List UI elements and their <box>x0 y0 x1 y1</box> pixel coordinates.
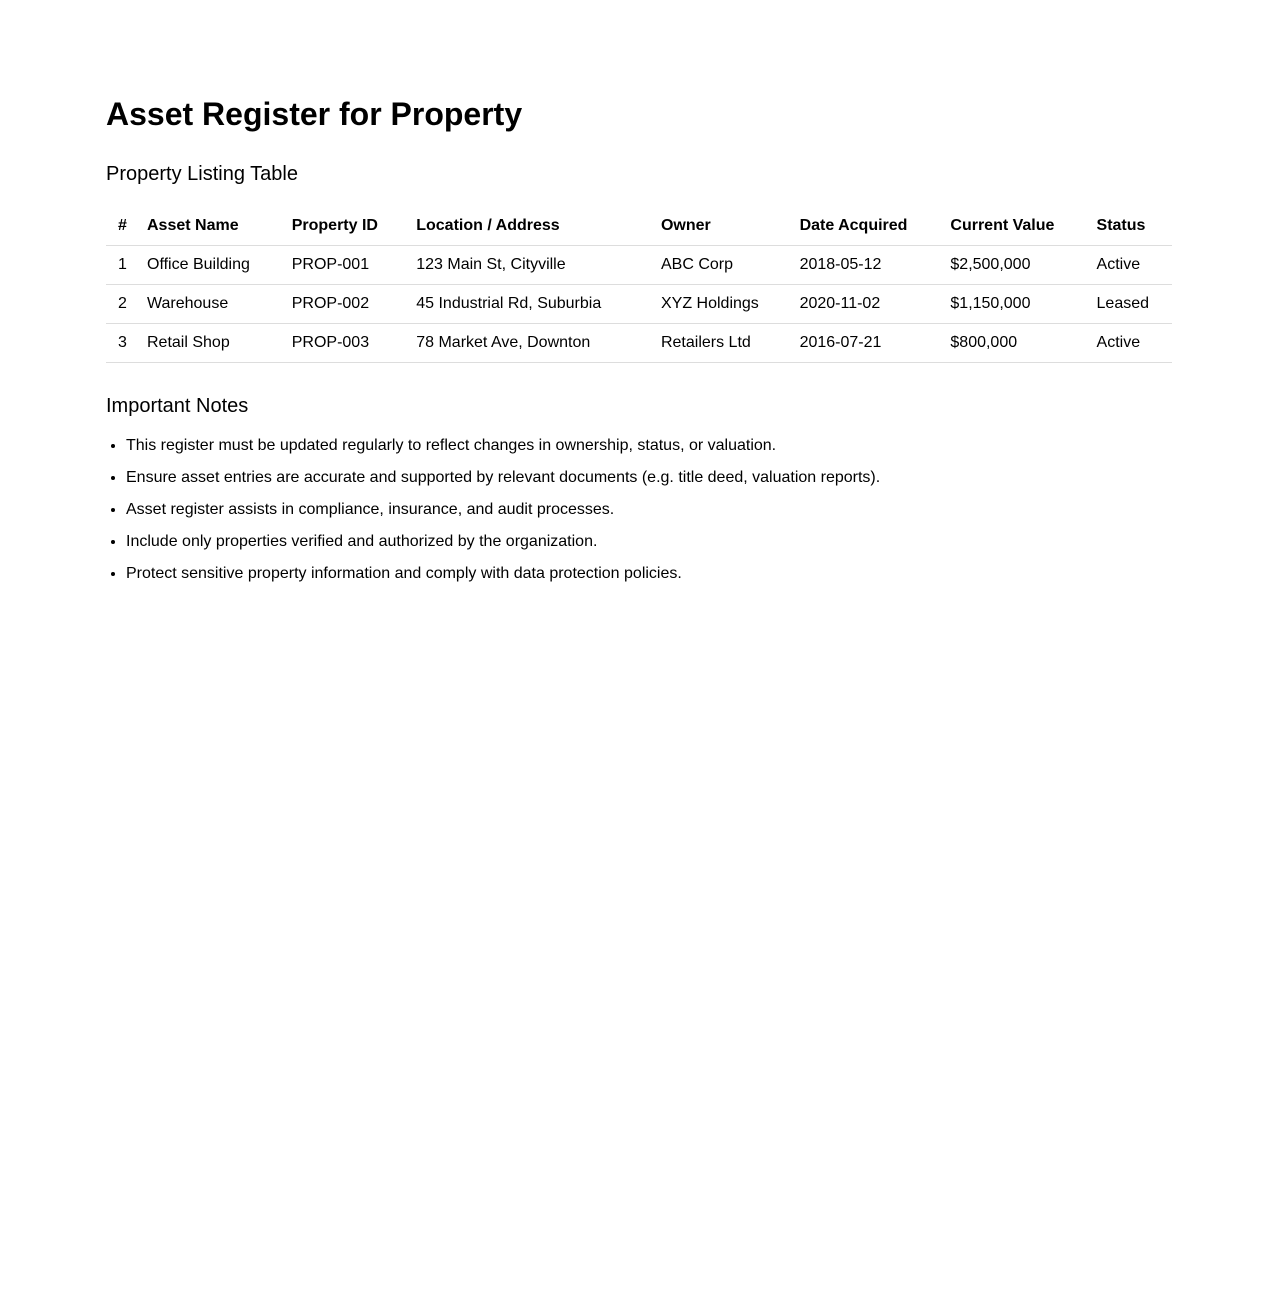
table-row <box>106 285 1172 324</box>
cell-number: 1 <box>106 246 139 285</box>
column-header-location: Location / Address <box>408 206 653 246</box>
list-item: • This register must be updated regularly to reflect changes in ownership, status, or valuation. <box>126 436 1172 456</box>
column-header-status: Status <box>1089 206 1172 246</box>
cell-current-value: $2,500,000 <box>942 246 1088 285</box>
cell-owner: Retailers Ltd <box>653 324 792 363</box>
property-listing-table <box>106 206 1172 363</box>
cell-current-value: $1,150,000 <box>942 285 1088 324</box>
cell-number: 2 <box>106 285 139 324</box>
cell-asset-name: Office Building <box>139 246 284 285</box>
column-header-property-id: Property ID <box>284 206 409 246</box>
cell-date-acquired: 2018-05-12 <box>792 246 943 285</box>
cell-property-id: PROP-001 <box>284 246 409 285</box>
list-item: • Asset register assists in compliance, insurance, and audit processes. <box>126 500 1172 520</box>
cell-property-id: PROP-003 <box>284 324 409 363</box>
page-title: Asset Register for Property <box>106 96 523 132</box>
cell-date-acquired: 2020-11-02 <box>792 285 943 324</box>
table-row <box>106 246 1172 285</box>
notes-list <box>106 436 1172 584</box>
cell-status: Active <box>1089 246 1172 285</box>
cell-current-value: $800,000 <box>942 324 1088 363</box>
list-item: • Ensure asset entries are accurate and supported by relevant documents (e.g. title deed, valuation reports). <box>126 468 1172 488</box>
list-item: • Protect sensitive property information and comply with data protection policies. <box>126 564 1172 584</box>
cell-location: 123 Main St, Cityville <box>408 246 653 285</box>
column-header-number: # <box>106 206 139 246</box>
table-header-row <box>106 206 1172 246</box>
column-header-owner: Owner <box>653 206 792 246</box>
list-item: • Include only properties verified and authorized by the organization. <box>126 532 1172 552</box>
notes-section-heading: Important Notes <box>106 395 249 417</box>
table-section-heading: Property Listing Table <box>106 163 298 185</box>
column-header-asset-name: Asset Name <box>139 206 284 246</box>
cell-status: Leased <box>1089 285 1172 324</box>
page <box>0 0 1278 584</box>
cell-location: 45 Industrial Rd, Suburbia <box>408 285 653 324</box>
cell-number: 3 <box>106 324 139 363</box>
cell-date-acquired: 2016-07-21 <box>792 324 943 363</box>
cell-property-id: PROP-002 <box>284 285 409 324</box>
column-header-date-acquired: Date Acquired <box>792 206 943 246</box>
column-header-current-value: Current Value <box>942 206 1088 246</box>
cell-owner: XYZ Holdings <box>653 285 792 324</box>
cell-asset-name: Retail Shop <box>139 324 284 363</box>
cell-asset-name: Warehouse <box>139 285 284 324</box>
cell-location: 78 Market Ave, Downton <box>408 324 653 363</box>
table-row <box>106 324 1172 363</box>
cell-owner: ABC Corp <box>653 246 792 285</box>
cell-status: Active <box>1089 324 1172 363</box>
